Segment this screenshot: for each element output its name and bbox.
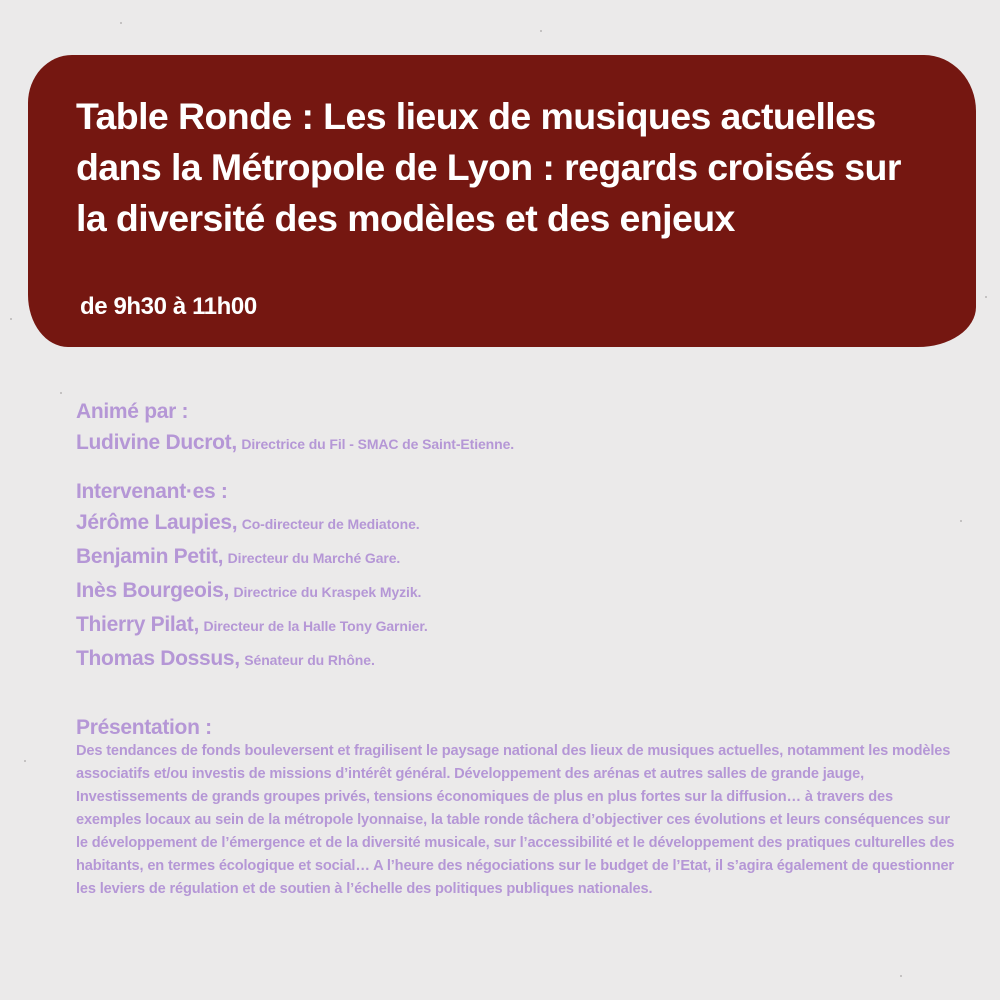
- speaker-name: Jérôme Laupies,: [76, 511, 238, 534]
- paper-speck: [900, 975, 902, 977]
- speaker-name: Thomas Dossus,: [76, 647, 240, 670]
- paper-speck: [960, 520, 962, 522]
- speaker-name: Thierry Pilat,: [76, 613, 200, 636]
- paper-speck: [985, 296, 987, 298]
- event-details: [76, 398, 956, 901]
- moderator: [76, 426, 956, 460]
- moderator-role: Directrice du Fil - SMAC de Saint-Etienne.: [241, 436, 515, 452]
- paper-speck: [10, 318, 12, 320]
- event-title: Table Ronde : Les lieux de musiques actuelles dans la Métropole de Lyon : regards croisés sur la diversité des modèles et des enjeux: [76, 95, 901, 239]
- paper-speck: [540, 30, 542, 32]
- speaker: [76, 608, 956, 642]
- speaker: [76, 506, 956, 540]
- presentation-heading: Présentation :: [76, 716, 212, 739]
- speaker: [76, 540, 956, 574]
- speakers-section: [76, 478, 956, 676]
- paper-speck: [120, 22, 122, 24]
- paper-speck: [24, 760, 26, 762]
- paper-speck: [60, 392, 62, 394]
- presentation-text: Des tendances de fonds bouleversent et fragilisent le paysage national des lieux de musiques actuelles, notamment les modèles associatifs et/ou investis de missions d’intérêt général. Développement des arénas et autres salles de grande jauge, Investissements de grands groupes privés, tensions économiques de plus en plus fortes sur la diffusion… à travers des exemples locaux au sein de la métropole lyonnaise, la table ronde tâchera d’objectiver ces évolutions et leurs conséquences sur le développement de l’émergence et de la diversité musicale, sur l’accessibilité et le développement des pratiques culturelles des habitants, en termes écologique et social… A l’heure des négociations sur le budget de l’Etat, il s’agira également de questionner les leviers de régulation et de soutien à l’échelle des politiques publiques nationales.: [76, 743, 955, 897]
- speaker-role: Directrice du Kraspek Myzik.: [233, 584, 422, 600]
- speaker-role: Directeur du Marché Gare.: [227, 550, 401, 566]
- moderator-name: Ludivine Ducrot,: [76, 431, 237, 454]
- title-banner: [28, 55, 976, 347]
- speaker-name: Inès Bourgeois,: [76, 579, 230, 602]
- speaker: [76, 642, 956, 676]
- speakers-heading: Intervenant·es :: [76, 480, 228, 503]
- speaker: [76, 574, 956, 608]
- moderator-heading: Animé par :: [76, 400, 189, 423]
- speaker-role: Directeur de la Halle Tony Garnier.: [203, 618, 428, 634]
- presentation-section: [76, 716, 956, 901]
- event-time: de 9h30 à 11h00: [80, 293, 257, 320]
- speaker-name: Benjamin Petit,: [76, 545, 224, 568]
- speaker-role: Co-directeur de Mediatone.: [241, 516, 420, 532]
- moderator-section: [76, 398, 956, 478]
- speaker-role: Sénateur du Rhône.: [244, 652, 375, 668]
